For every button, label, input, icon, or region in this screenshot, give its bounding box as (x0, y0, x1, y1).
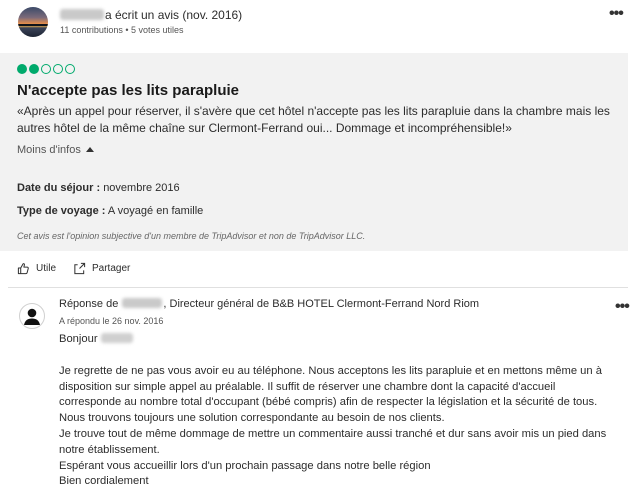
reviewer-contributions: 11 contributions • 5 votes utiles (60, 25, 184, 35)
useful-label: Utile (36, 263, 57, 274)
reviewer-name-redacted[interactable] (60, 9, 104, 20)
trip-type (17, 205, 203, 217)
response-paragraph: Je trouve tout de même dommage de mettre un commentaire aussi tranché et dur sans avoir mis un pied dans notre établissement. (59, 427, 607, 456)
user-silhouette-icon (20, 304, 44, 328)
response-greeting (59, 332, 619, 348)
responder-avatar (19, 303, 45, 329)
caret-up-icon (86, 147, 94, 152)
share-button[interactable] (73, 262, 130, 275)
review-author-line (60, 8, 242, 22)
thumbs-up-icon (17, 262, 30, 275)
trip-type-label: Type de voyage : (17, 205, 106, 217)
review-disclaimer: Cet avis est l'opinion subjective d'un membre de TripAdvisor et non de TripAdvisor LLC. (17, 231, 366, 241)
recipient-name-redacted (101, 333, 133, 343)
rating-bubble-empty (41, 64, 51, 74)
stay-date-value: novembre 2016 (103, 182, 180, 194)
author-suffix: a écrit un avis (nov. 2016) (105, 8, 243, 22)
rating-bubble-filled (29, 64, 39, 74)
response-paragraph: Espérant vous accueillir lors d'un prochain passage dans notre belle région (59, 459, 431, 472)
trip-type-value: A voyagé en famille (107, 205, 204, 217)
rating-bubbles (17, 64, 75, 76)
rating-bubble-filled (17, 64, 27, 74)
less-info-label: Moins d'infos (17, 144, 81, 156)
response-date: A répondu le 26 nov. 2016 (59, 316, 164, 326)
response-prefix: Réponse de (59, 298, 119, 310)
share-label: Partager (92, 263, 131, 274)
responder-role: , Directeur général de B&B HOTEL Clermont-Ferrand Nord Riom (163, 298, 480, 310)
rating-bubble-empty (65, 64, 75, 74)
response-more-options-icon[interactable]: ••• (615, 298, 629, 315)
response-paragraph: Je regrette de ne pas vous avoir eu au téléphone. Nous acceptons les lits parapluie et en mettons même un à disposition sur simple appel au préalable. Il suffit de réserver une chambre dont la capacité d'accueil corresponde au nombre total d'occupant (bébé compris) afin de respecter la législation et la sécurité de tous. Nous trouvons toujours une solution correspondante au besoin de nos clients. (59, 364, 602, 425)
share-icon (73, 262, 86, 275)
review-title[interactable]: N'accepte pas les lits parapluie (17, 82, 239, 99)
useful-button[interactable] (17, 262, 56, 275)
review-more-options-icon[interactable]: ••• (609, 5, 623, 22)
stay-date-label: Date du séjour : (17, 182, 101, 194)
responder-name-redacted (122, 298, 162, 308)
divider (8, 287, 628, 288)
response-body (59, 332, 619, 490)
response-header (59, 298, 479, 310)
less-info-toggle[interactable] (17, 144, 94, 156)
reviewer-avatar[interactable] (18, 7, 48, 37)
greeting-text: Bonjour (59, 333, 98, 345)
rating-bubble-empty (53, 64, 63, 74)
review-text: «Après un appel pour réserver, il s'avère que cet hôtel n'accepte pas les lits parapluie dans la chambre mais les autres hôtel de la même chaîne sur Clermont-Ferrand oui... Dommage et incompréhensible!» (17, 104, 610, 135)
stay-date (17, 182, 180, 194)
response-closing: Bien cordialement (59, 475, 149, 488)
